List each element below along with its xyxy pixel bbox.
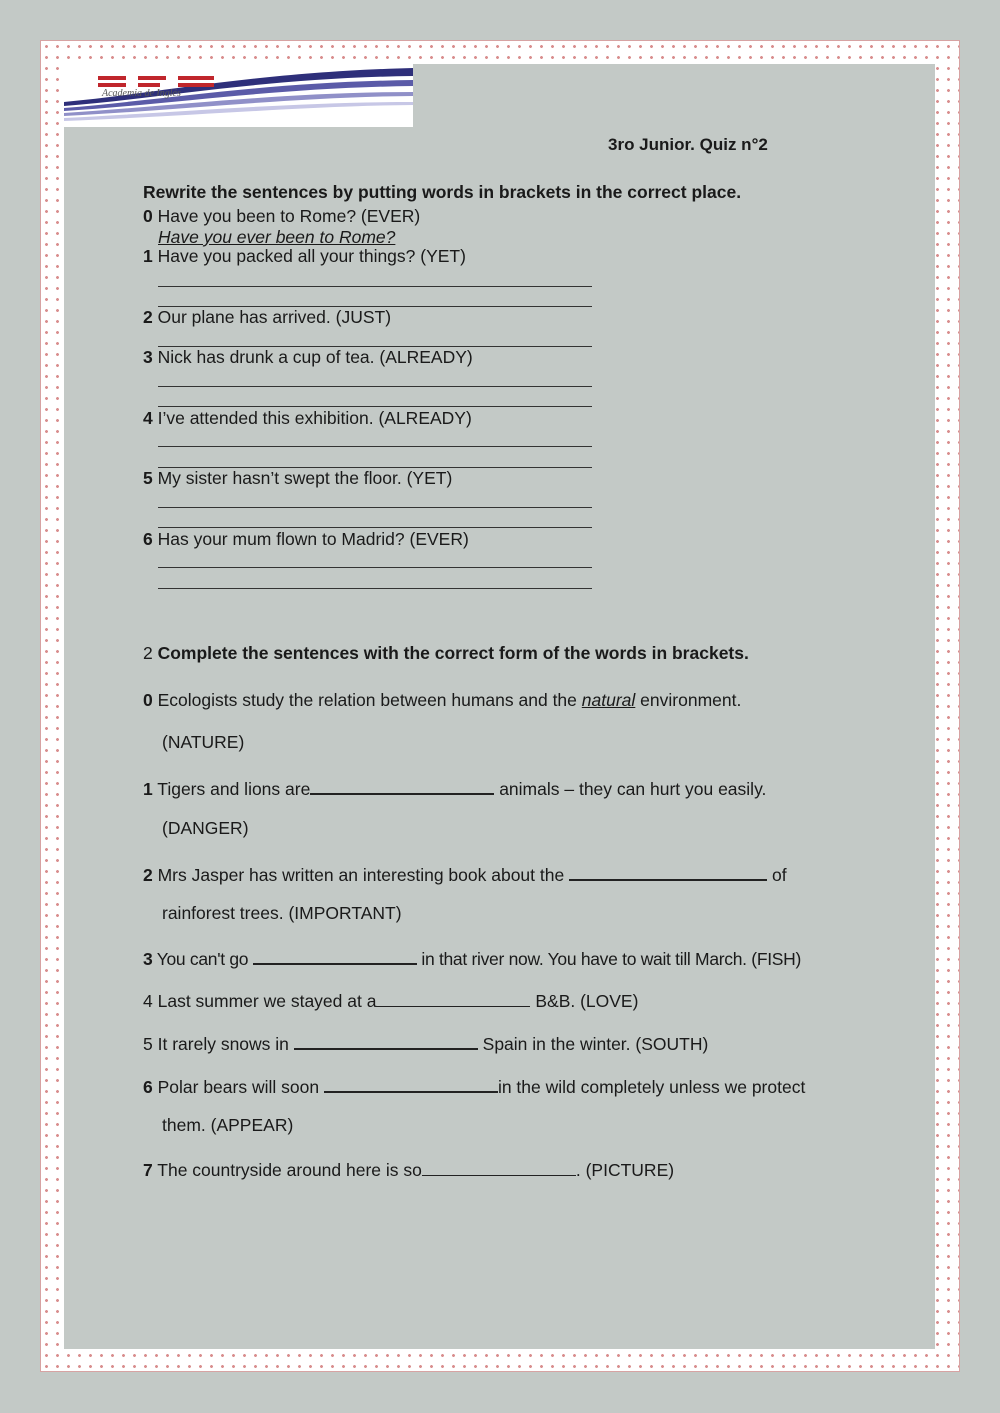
item-text-after: environment. bbox=[640, 690, 742, 710]
section2-instruction bbox=[143, 643, 749, 664]
answer-blank[interactable] bbox=[376, 988, 530, 1007]
item-number: 0 bbox=[143, 206, 153, 226]
item-number: 3 bbox=[143, 347, 153, 367]
section1-item-3 bbox=[143, 347, 473, 368]
section-number: 2 bbox=[143, 643, 153, 663]
section1-item-5 bbox=[143, 468, 452, 489]
section1-instruction: Rewrite the sentences by putting words in brackets in the correct place. bbox=[143, 182, 742, 202]
item-number: 2 bbox=[143, 307, 153, 327]
item-number: 1 bbox=[143, 246, 153, 266]
item-text-after: animals – they can hurt you easily. bbox=[499, 779, 767, 799]
item-continuation: them. (APPEAR) bbox=[162, 1115, 294, 1135]
item-text-before: Mrs Jasper has written an interesting book about the bbox=[157, 865, 565, 885]
item-text-before: Polar bears will soon bbox=[157, 1077, 320, 1097]
section1-item-1 bbox=[143, 246, 466, 267]
item-text-after: in the wild completely unless we protect bbox=[497, 1077, 806, 1097]
item-text-after: B&B. (LOVE) bbox=[535, 991, 639, 1011]
item-number: 3 bbox=[143, 949, 153, 969]
answer-line[interactable] bbox=[158, 588, 592, 589]
section2-item-4 bbox=[143, 988, 638, 1012]
item-text: Have you packed all your things? (YET) bbox=[157, 246, 466, 266]
item-number: 5 bbox=[143, 468, 153, 488]
section2-item-2 bbox=[143, 861, 787, 886]
item-text: Have you been to Rome? (EVER) bbox=[157, 206, 421, 226]
quiz-title: 3ro Junior. Quiz n°2 bbox=[608, 135, 768, 154]
answer-blank[interactable] bbox=[294, 1030, 478, 1050]
item-text-before: Tigers and lions are bbox=[157, 779, 311, 799]
section2-item-1 bbox=[143, 775, 766, 800]
item-text: Has your mum flown to Madrid? (EVER) bbox=[157, 529, 469, 549]
item-text-after: . (PICTURE) bbox=[575, 1160, 675, 1180]
item-number: 7 bbox=[143, 1160, 153, 1180]
section2-item-6 bbox=[143, 1073, 805, 1098]
item-number: 1 bbox=[143, 779, 153, 799]
section2-item-5 bbox=[143, 1030, 708, 1055]
item-number: 2 bbox=[143, 865, 153, 885]
item-text-before: It rarely snows in bbox=[157, 1034, 289, 1054]
answer-blank[interactable] bbox=[310, 775, 494, 795]
section1-example-answer: Have you ever been to Rome? bbox=[158, 227, 396, 247]
section1-example bbox=[143, 206, 420, 227]
answer-line[interactable] bbox=[158, 567, 592, 568]
section1-item-6 bbox=[143, 529, 469, 550]
section2-example bbox=[143, 690, 741, 711]
item-text-before: Last summer we stayed at a bbox=[157, 991, 377, 1011]
answer-line[interactable] bbox=[158, 286, 592, 287]
item-text-before: You can't go bbox=[156, 949, 249, 969]
item-continuation: (DANGER) bbox=[162, 818, 249, 838]
section1-item-4 bbox=[143, 408, 472, 429]
logo-caption: Academia de Inglés bbox=[102, 88, 181, 99]
item-text: I’ve attended this exhibition. (ALREADY) bbox=[157, 408, 472, 428]
section2-item-7 bbox=[143, 1157, 674, 1181]
item-text-before: The countryside around here is so bbox=[157, 1160, 422, 1180]
item-text-after: in that river now. You have to wait till March. (FISH) bbox=[421, 949, 802, 969]
item-text-after: of bbox=[771, 865, 787, 885]
item-number: 0 bbox=[143, 690, 153, 710]
answer-blank[interactable] bbox=[253, 945, 417, 965]
section1-item-2 bbox=[143, 307, 391, 328]
answer-line[interactable] bbox=[158, 507, 592, 508]
item-number: 4 bbox=[143, 991, 153, 1011]
answer-blank[interactable] bbox=[569, 861, 767, 881]
answer-line[interactable] bbox=[158, 527, 592, 528]
answer-blank[interactable] bbox=[422, 1157, 576, 1176]
item-number: 4 bbox=[143, 408, 153, 428]
item-text: My sister hasn’t swept the floor. (YET) bbox=[157, 468, 453, 488]
item-text: Nick has drunk a cup of tea. (ALREADY) bbox=[157, 347, 473, 367]
answer-line[interactable] bbox=[158, 406, 592, 407]
item-text: Our plane has arrived. (JUST) bbox=[157, 307, 392, 327]
section2-item-3 bbox=[143, 945, 801, 970]
item-text-after: Spain in the winter. (SOUTH) bbox=[482, 1034, 709, 1054]
item-continuation: rainforest trees. (IMPORTANT) bbox=[162, 903, 402, 923]
answer-line[interactable] bbox=[158, 446, 592, 447]
item-number: 6 bbox=[143, 529, 153, 549]
item-number: 6 bbox=[143, 1077, 153, 1097]
instruction-text: Complete the sentences with the correct form of the words in brackets. bbox=[157, 643, 749, 663]
item-number: 5 bbox=[143, 1034, 153, 1054]
answer-blank[interactable] bbox=[324, 1073, 498, 1093]
item-text-before: Ecologists study the relation between humans and the bbox=[157, 690, 577, 710]
example-answer: natural bbox=[581, 690, 636, 710]
answer-line[interactable] bbox=[158, 386, 592, 387]
item-continuation: (NATURE) bbox=[162, 732, 245, 752]
